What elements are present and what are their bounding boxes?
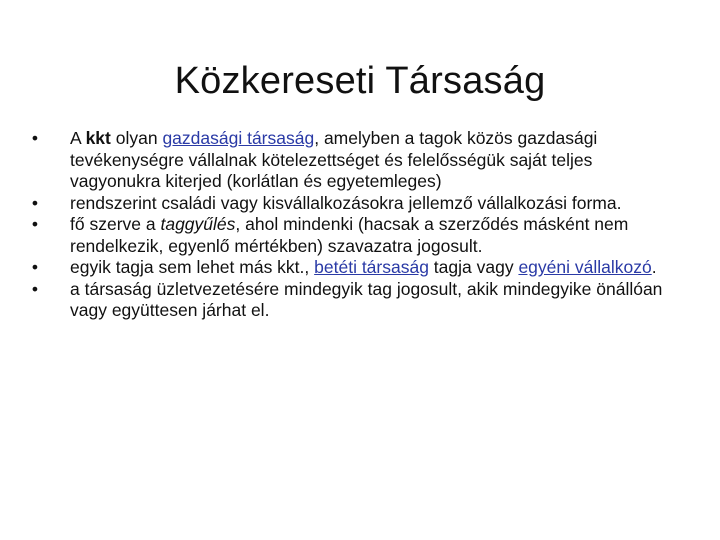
bullet-marker: •	[31, 192, 39, 213]
link-egyeni-vallalkozo[interactable]: egyéni vállalkozó	[518, 257, 652, 277]
bullet-text: , ahol mindenki (hacsak a szerződés másként nem rendelkezik, egyenlő mértékben) szavazatra jogosult.	[70, 214, 629, 256]
bullet-text: tagja vagy	[428, 257, 519, 277]
bullet-text: A	[70, 128, 86, 148]
bullet-item-membership-restriction	[28, 257, 668, 279]
bullet-item-kkt-definition	[28, 128, 668, 193]
bullet-marker: •	[31, 278, 39, 299]
link-gazdasagi-tarsasag[interactable]: gazdasági társaság	[162, 128, 315, 148]
link-beteti-tarsasag[interactable]: betéti társaság	[314, 257, 429, 277]
bullet-text: rendszerint családi vagy kisvállalkozásokra jellemző vállalkozási forma.	[70, 192, 622, 213]
bold-term-kkt: kkt	[85, 128, 111, 148]
bullet-item-family-business	[28, 193, 668, 215]
bullet-marker: •	[31, 257, 39, 277]
bullet-text: .	[651, 257, 657, 277]
bullet-text: , amelyben a tagok közös gazdasági tevékenységre vállalnak kötelezettséget és felelősségük saját teljes vagyonukra kiterjed (korlátlan és egyetemleges)	[70, 128, 598, 191]
slide-title: Közkereseti Társaság	[174, 60, 546, 102]
bullet-text: fő szerve a	[70, 214, 161, 234]
bullet-text: olyan	[110, 128, 163, 148]
bullet-text: a társaság üzletvezetésére mindegyik tag jogosult, akik mindegyike önállóan vagy együttesen járhat el.	[70, 278, 663, 320]
bullet-text: egyik tagja sem lehet más kkt.,	[70, 257, 315, 277]
bullet-list	[28, 128, 668, 322]
italic-term-taggyules: taggyűlés	[160, 214, 236, 234]
bullet-marker: •	[31, 214, 39, 234]
bullet-item-taggyules	[28, 214, 668, 257]
bullet-marker: •	[31, 128, 39, 148]
bullet-item-management	[28, 279, 668, 322]
